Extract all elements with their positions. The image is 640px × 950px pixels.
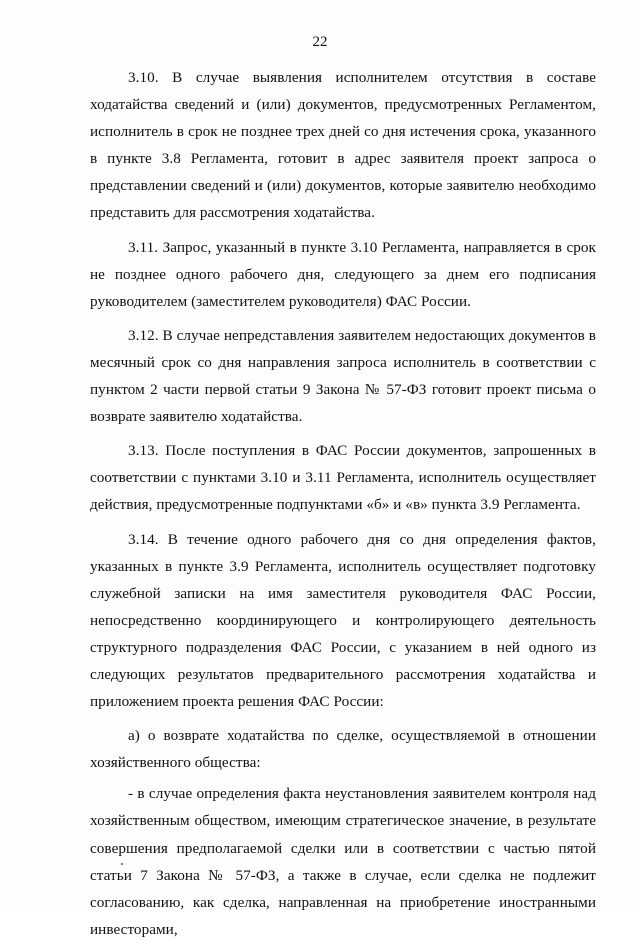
scan-speck xyxy=(121,863,123,865)
page-number: 22 xyxy=(312,34,328,50)
document-body xyxy=(90,64,596,950)
paragraph-3-13: 3.13. После поступления в ФАС России документов, запрошенных в соответствии с пунктами 3.10 и 3.11 Регламента, исполнитель осуществляет действия, предусмотренные подпунктами «б» и «в» пункта 3.9 Регламента. xyxy=(90,442,596,514)
paragraph-3-14: 3.14. В течение одного рабочего дня со дня определения фактов, указанных в пункте 3.9 Регламента, исполнитель осуществляет подготовку служебной записки на имя заместителя руководителя ФАС России, непосредственно координирующего и контролирующего деятельность структурного подразделения ФАС России, с указанием в ней одного из следующих результатов предварительного рассмотрения ходатайства и приложением проекта решения ФАС России: xyxy=(90,530,596,711)
paragraph-dash-item: - в случае определения факта неустановления заявителем контроля над хозяйственным обществом, имеющим стратегическое значение, в результате совершения предполагаемой сделки или в соответствии с частью пятой статьи 7 Закона № 57-ФЗ, а также в случае, если сделка не подлежит согласованию, как сделка, направленная на приобретение иностранными инвесторами, xyxy=(90,785,596,938)
paragraph-subitem-a: а) о возврате ходатайства по сделке, осуществляемой в отношении хозяйственного общества: xyxy=(90,727,596,772)
paragraph-3-10: 3.10. В случае выявления исполнителем отсутствия в составе ходатайства сведений и (или) документов, предусмотренных Регламентом, исполнитель в срок не позднее трех дней со дня истечения срока, указанного в пункте 3.8 Регламента, готовит в адрес заявителя проект запроса о представлении сведений и (или) документов, которые заявителю необходимо представить для рассмотрения ходатайства. xyxy=(90,69,596,222)
paragraph-3-12: 3.12. В случае непредставления заявителем недостающих документов в месячный срок со дня направления запроса исполнитель в соответствии с пунктом 2 части первой статьи 9 Закона № 57-ФЗ готовит проект письма о возврате заявителю ходатайства. xyxy=(90,326,596,426)
paragraph-3-11: 3.11. Запрос, указанный в пункте 3.10 Регламента, направляется в срок не позднее одного рабочего дня, следующего за днем его подписания руководителем (заместителем руководителя) ФАС России. xyxy=(90,238,596,310)
